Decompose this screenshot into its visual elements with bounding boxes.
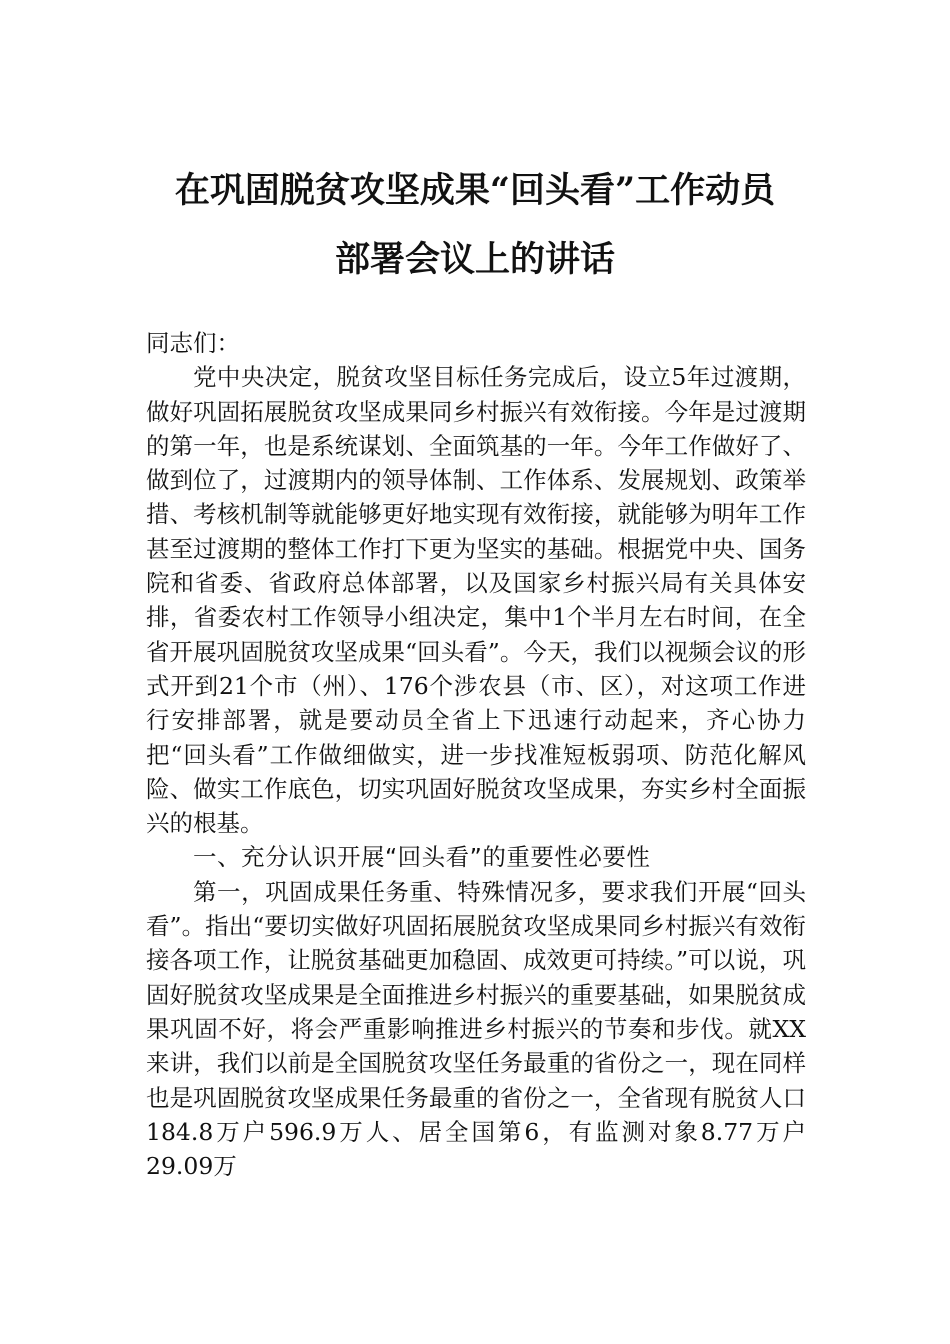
paragraph-first-point: 第一，巩固成果任务重、特殊情况多，要求我们开展“回头看”。指出“要切实做好巩固拓展脱贫攻坚成果同乡村振兴有效衔接各项工作，让脱贫基础更加稳固、成效更可持续。”可以说，巩固好脱贫攻坚成果是全面推进乡村振兴的重要基础，如果脱贫成果巩固不好，将会严重影响推进乡村振兴的节奏和步伐。就XX来讲，我们以前是全国脱贫攻坚任务最重的省份之一，现在同样也是巩固脱贫攻坚成果任务最重的省份之一，全省现有脱贫人口184.8万户596.9万人、居全国第6，有监测对象8.77万户29.09万 [146,877,806,1181]
document-title-line-2: 部署会议上的讲话 [334,239,615,280]
section-heading: 一、充分认识开展“回头看”的重要性必要性 [193,843,651,872]
document-body [146,326,806,1183]
salutation: 同志们： [146,329,240,357]
document-title-line-1: 在巩固脱贫攻坚成果“回头看”工作动员 [174,170,776,211]
paragraph-intro: 党中央决定，脱贫攻坚目标任务完成后，设立5年过渡期，做好巩固拓展脱贫攻坚成果同乡村振兴有效衔接。今年是过渡期的第一年，也是系统谋划、全面筑基的一年。今年工作做好了、做到位了，过渡期内的领导体制、工作体系、发展规划、政策举措、考核机制等就能够更好地实现有效衔接，就能够为明年工作甚至过渡期的整体工作打下更为坚实的基础。根据党中央、国务院和省委、省政府总体部署，以及国家乡村振兴局有关具体安排，省委农村工作领导小组决定，集中1个半月左右时间，在全省开展巩固脱贫攻坚成果“回头看”。今天，我们以视频会议的形式开到21个市（州）、176个涉农县（市、区），对这项工作进行安排部署，就是要动员全省上下迅速行动起来，齐心协力把“回头看”工作做细做实，进一步找准短板弱项、防范化解风险、做实工作底色，切实巩固好脱贫攻坚成果，夯实乡村全面振兴的根基。 [146,363,806,838]
